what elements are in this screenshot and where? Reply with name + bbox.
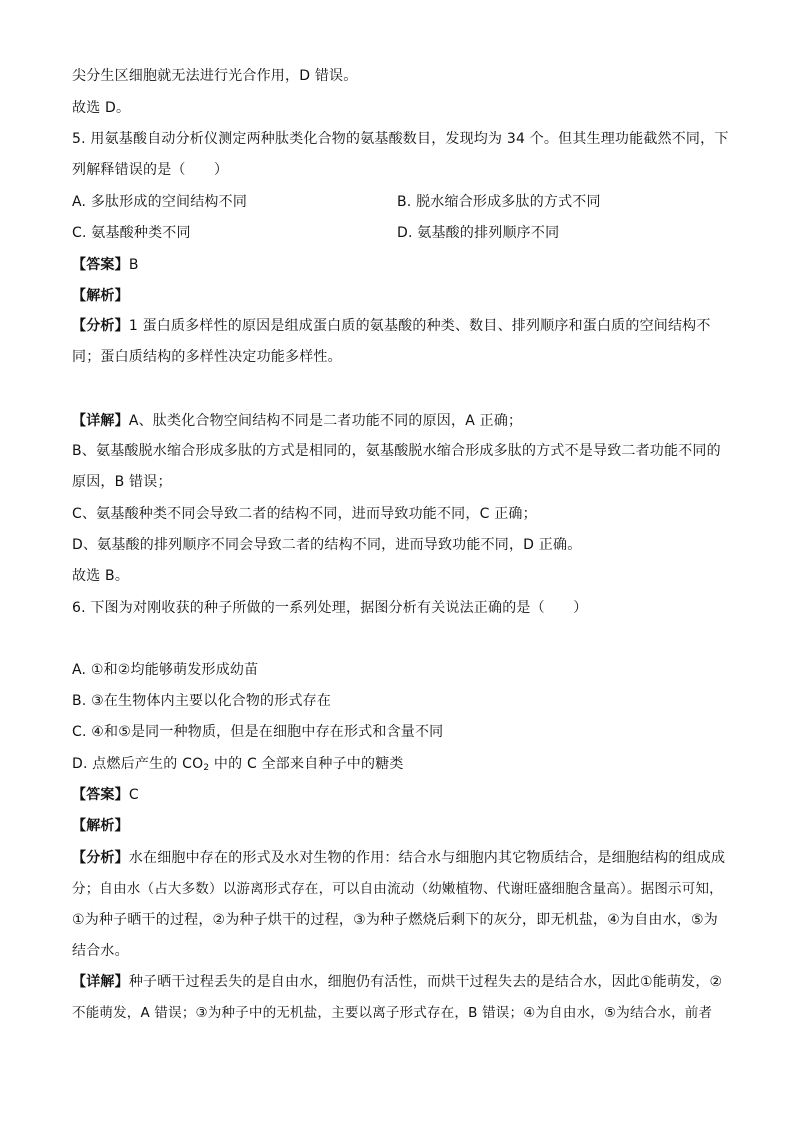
xiangjie-text: 种子晒干过程丢失的是自由水，细胞仍有活性，而烘干过程失去的是结合水，因此①能萌发，② [128, 974, 723, 990]
q6-analysis-heading: 【解析】 [72, 818, 129, 834]
q6-fenxi-line: ①为种子晒干的过程，②为种子烘干的过程，③为种子燃烧后剩下的灰分，即无机盐，④为自由水，⑤为 [72, 912, 718, 928]
xiangjie-tag: 【详解】 [72, 413, 129, 429]
q6-option-c: C. ④和⑤是同一种物质，但是在细胞中存在形式和含量不同 [72, 724, 444, 740]
q6-fenxi-line: 结合水。 [72, 943, 129, 959]
answer-value: B [128, 257, 139, 273]
q6-xiangjie [72, 972, 722, 992]
q5-fenxi-cont: 同；蛋白质结构的多样性决定功能多样性。 [72, 349, 342, 365]
answer-tag: 【答案】 [72, 787, 129, 803]
q5-answer [72, 255, 139, 275]
q5-xiangjie-line: B、氨基酸脱水缩合形成多肽的方式是相同的，氨基酸脱水缩合形成多肽的方式不是导致二者功能不同的 [72, 443, 721, 459]
xiangjie-text: A、肽类化合物空间结构不同是二者功能不同的原因，A 正确； [128, 413, 523, 429]
q5-option-b: B. 脱水缩合形成多肽的方式不同 [397, 194, 601, 210]
q5-xiangjie-line: C、氨基酸种类不同会导致二者的结构不同，进而导致功能不同，C 正确； [72, 506, 537, 522]
text-line: 故选 D。 [72, 100, 131, 116]
q5-xiangjie-line: D、氨基酸的排列顺序不同会导致二者的结构不同，进而导致功能不同，D 正确。 [72, 537, 582, 553]
q6-fenxi [72, 848, 725, 868]
fenxi-text: 水在细胞中存在的形式及水对生物的作用：结合水与细胞内其它物质结合，是细胞结构的组成成 [128, 850, 726, 866]
text-line: 尖分生区细胞就无法进行光合作用，D 错误。 [72, 68, 358, 84]
q5-analysis-heading: 【解析】 [72, 288, 129, 304]
q6-option-d [72, 754, 404, 778]
q5-option-a: A. 多肽形成的空间结构不同 [72, 194, 248, 210]
fenxi-tag: 【分析】 [72, 318, 129, 334]
q5-fenxi [72, 316, 711, 336]
question-5-stem: 5. 用氨基酸自动分析仪测定两种肽类化合物的氨基酸数目，发现均为 34 个。但其生理功能截然不同，下 [72, 131, 729, 147]
answer-tag: 【答案】 [72, 257, 129, 273]
option-d-pre: D. 点燃后产生的 CO [72, 756, 204, 772]
q5-option-c: C. 氨基酸种类不同 [72, 225, 191, 241]
xiangjie-tag: 【详解】 [72, 974, 129, 990]
question-6-stem: 6. 下图为对刚收获的种子所做的一系列处理，据图分析有关说法正确的是（ ） [72, 600, 588, 616]
question-5-stem-cont: 列解释错误的是（ ） [72, 162, 229, 178]
q5-xiangjie-line: 原因，B 错误； [72, 474, 172, 490]
q5-xiangjie [72, 411, 522, 431]
answer-value: C [128, 787, 139, 803]
q6-answer [72, 785, 139, 805]
q6-option-a: A. ①和②均能够萌发形成幼苗 [72, 662, 259, 678]
q6-fenxi-line: 分；自由水（占大多数）以游离形式存在，可以自由流动（幼嫩植物、代谢旺盛细胞含量高）。据图示可知， [72, 881, 723, 897]
option-d-sub: 2 [203, 763, 210, 773]
fenxi-tag: 【分析】 [72, 850, 129, 866]
fenxi-text: 1 蛋白质多样性的原因是组成蛋白质的氨基酸的种类、数目、排列顺序和蛋白质的空间结构不 [128, 318, 711, 334]
q6-xiangjie-line: 不能萌发，A 错误；③为种子中的无机盐，主要以离子形式存在，B 错误；④为自由水，⑤为结合水，前者 [72, 1005, 713, 1021]
q5-option-d: D. 氨基酸的排列顺序不同 [397, 225, 560, 241]
q6-option-b: B. ③在生物体内主要以化合物的形式存在 [72, 693, 332, 709]
q5-xiangjie-line: 故选 B。 [72, 568, 130, 584]
option-d-post: 中的 C 全部来自种子中的糖类 [209, 756, 404, 772]
